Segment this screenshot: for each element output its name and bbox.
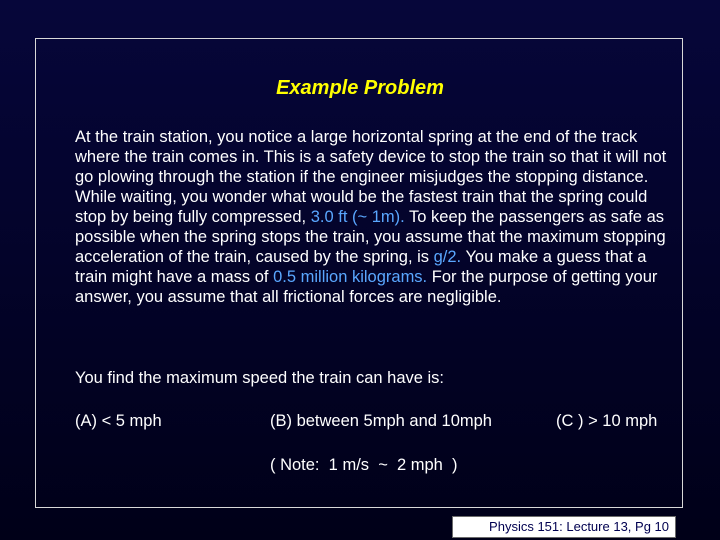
paragraph-text-4: For the purpose of getting your answer, you assume that all frictional forces are negligible.	[75, 268, 658, 306]
choice-a: (A) < 5 mph	[75, 412, 162, 430]
highlight-mass: 0.5 million kilograms.	[273, 268, 428, 286]
highlight-distance: 3.0 ft (~ 1m).	[310, 208, 405, 226]
choice-c: (C ) > 10 mph	[556, 412, 658, 430]
slide-title: Example Problem	[276, 77, 444, 99]
slide-footer: Physics 151: Lecture 13, Pg 10	[452, 516, 676, 538]
highlight-acceleration: g/2.	[433, 248, 462, 266]
question-text: You find the maximum speed the train can have is:	[75, 369, 445, 387]
choice-b: (B) between 5mph and 10mph	[270, 412, 492, 430]
problem-paragraph	[75, 127, 675, 307]
conversion-note: ( Note: 1 m/s ~ 2 mph )	[270, 456, 458, 474]
paragraph-text-2: To keep the passengers as safe as possible when the spring stops the train, you assume that the maximum stopping acceleration of the train, caused by the spring, is	[75, 208, 666, 266]
paragraph-text-1: At the train station, you notice a large horizontal spring at the end of the track where the train comes in. This is a safety device to stop the train so that it will not go plowing through the station if the engineer misjudges the stopping distance. While waiting, you wonder what would be the fastest train that the spring could stop by being fully compressed,	[75, 128, 667, 226]
paragraph-text-3: You make a guess that a train might have a mass of	[75, 248, 647, 286]
